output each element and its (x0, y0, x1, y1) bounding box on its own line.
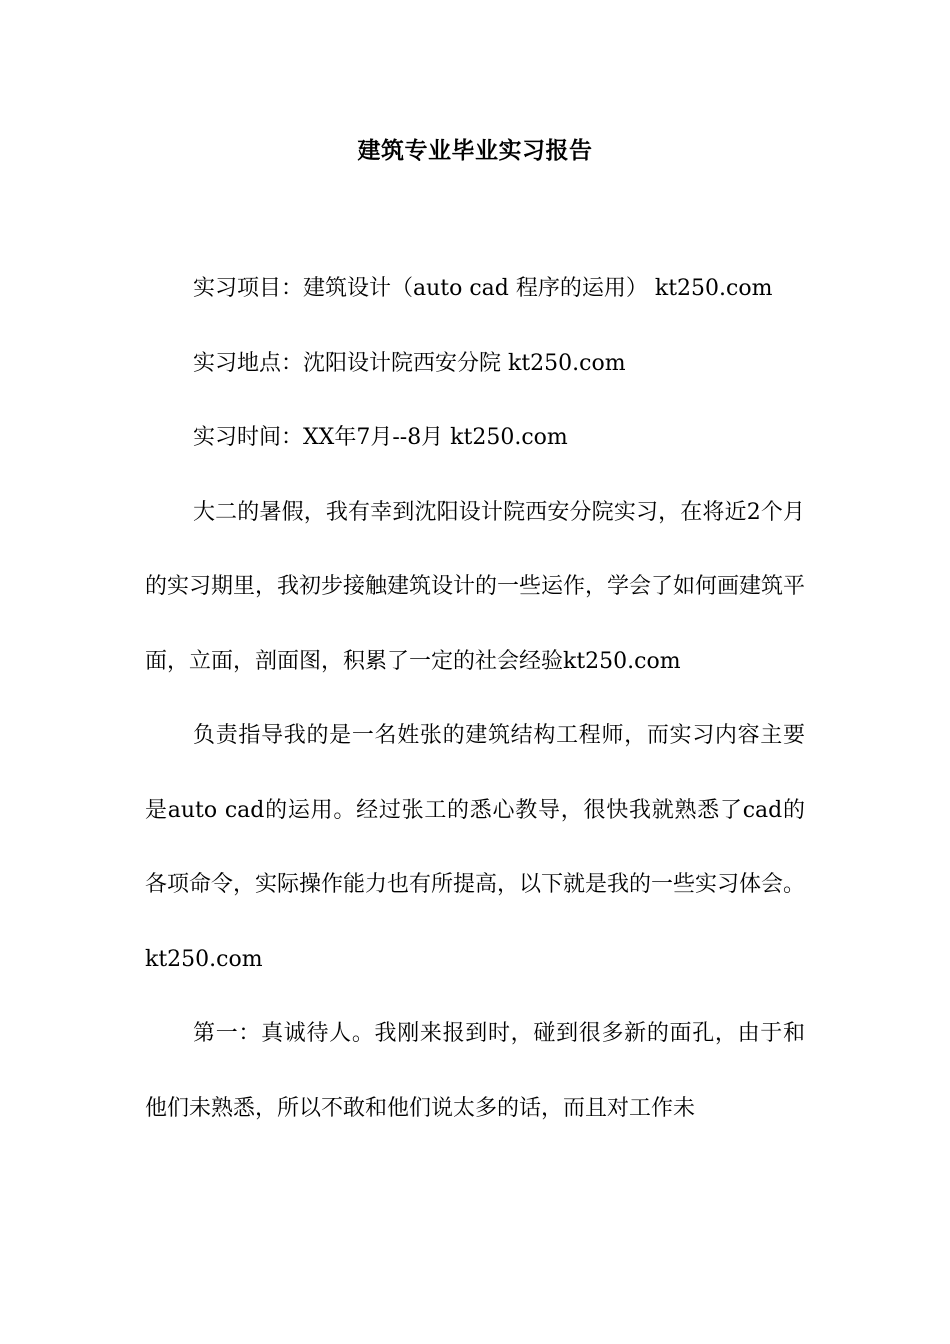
info-location: 实习地点：沈阳设计院西安分院 kt250.com (193, 350, 626, 376)
paragraph-guidance: 负责指导我的是一名姓张的建筑结构工程师，而实习内容主要是auto cad的运用。经过张工的悉心教导，很快我就熟悉了cad的各项命令，实际操作能力也有所提高，以下就是我的一些实习体会。kt250.com (145, 723, 806, 972)
paragraph-first-point: 第一：真诚待人。我刚来报到时，碰到很多新的面孔，由于和他们未熟悉，所以不敢和他们说太多的话，而且对工作未 (145, 1021, 805, 1121)
document-title: 建筑专业毕业实习报告 (357, 138, 593, 164)
info-project: 实习项目：建筑设计（auto cad 程序的运用） kt250.com (193, 276, 773, 301)
info-time: 实习时间：XX年7月--8月 kt250.com (193, 425, 568, 450)
document-body (145, 252, 805, 1146)
paragraph-intro: 大二的暑假，我有幸到沈阳设计院西安分院实习，在将近2个月的实习期里，我初步接触建筑设计的一些运作，学会了如何画建筑平面，立面，剖面图，积累了一定的社会经验kt250.com (145, 499, 806, 674)
